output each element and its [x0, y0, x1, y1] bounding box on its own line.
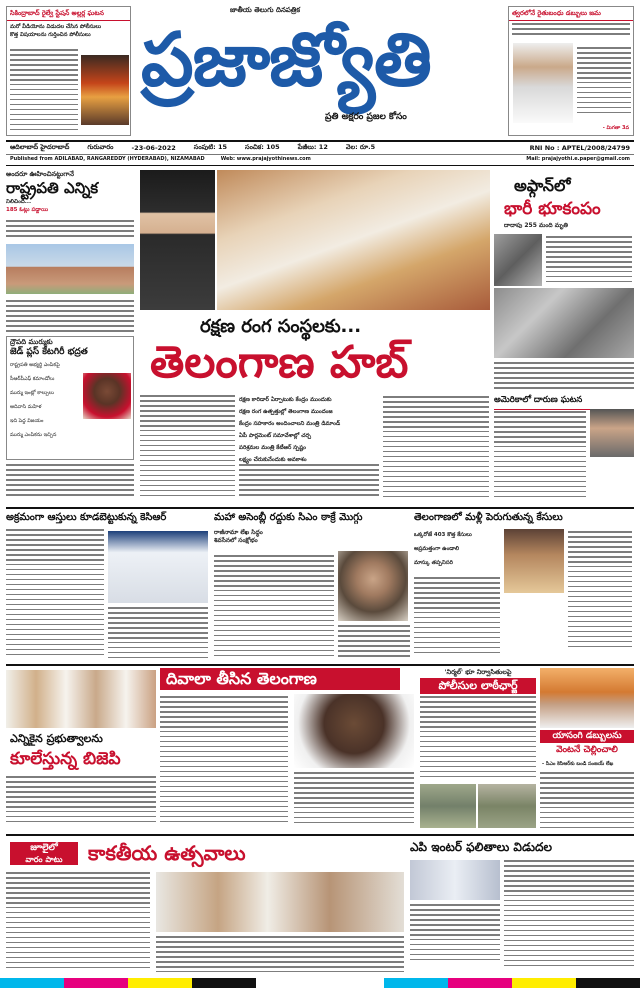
volume: సంపుటి: 15 [193, 142, 228, 151]
minister-photo [513, 43, 573, 123]
america-photo [590, 409, 634, 457]
yasangi-headline-2: వెంటనే చెల్లించాలి [556, 745, 618, 755]
bullet: ముర్ము ఎంపికను ఇచ్చిన [10, 432, 57, 438]
rule [6, 834, 634, 836]
president-kicker: అందరూ ఊహించినట్టుగానే [6, 170, 74, 178]
security-kicker: ద్రౌపది ముర్ముకు [10, 338, 53, 346]
bjp-photo [6, 670, 156, 728]
masthead-logo: ప్రజాజ్యోతి [141, 17, 431, 103]
america-story [494, 395, 634, 507]
inter-story [410, 838, 634, 978]
covid-headline: తెలంగాణలో మళ్లీ పెరుగుతున్న కేసులు [414, 512, 563, 523]
maha-bullet-1: రాజీనామా లేఖ సిద్ధం [214, 529, 263, 536]
kcr-headline: అక్రమంగా ఆస్తులు కూడబెట్టుకున్న కెసిఆర్ [6, 512, 167, 523]
right-top-story [508, 6, 634, 136]
security-title: జెడ్ ప్లస్ కేటగిరీ భద్రత [10, 347, 88, 357]
police-headline: పోలీసుల లాఠీఛార్జ్ [420, 678, 536, 694]
security-box [6, 336, 134, 460]
bullet: సీఆర్‌పీఎఫ్ కమాండోలు [10, 376, 55, 382]
covid-bullet: అప్రమత్తంగా ఉండాలి [414, 546, 459, 552]
bjp-story [6, 668, 156, 832]
police-story [420, 668, 536, 832]
masthead-tagline: జాతీయ తెలుగు దినపత్రిక [230, 6, 300, 14]
ceremony-photo [217, 170, 490, 310]
thackeray-photo [338, 551, 408, 621]
masthead-slogan: ప్రతి అక్షరం ప్రజల కోసం [325, 112, 407, 122]
website[interactable]: Web: www.prajajyothinews.com [220, 156, 311, 162]
president-b2: 185 ఓట్లు పడ్డాయి [6, 207, 49, 213]
bankrupt-headline: దివాలా తీసిన తెలంగాణ [160, 668, 400, 690]
center-bullet: పరిశ్రమల మంత్రి కేటీఆర్ స్పష్టం [239, 445, 307, 451]
issue: సంచిక: 105 [245, 142, 280, 151]
police-photo [420, 784, 476, 828]
covid-story [414, 511, 634, 663]
afghan-bullet: దాదాపు 255 మంది మృతి [504, 222, 568, 229]
covid-bullet: ఒక్కరోజే 403 కొత్త కేసులు [414, 532, 472, 538]
right-top-headline: త్వరలోనే రైతుబంధు డబ్బులు జమ [509, 7, 633, 21]
left-top-bullet-1: మరో వీడియోను విడుదల చేసిన పోలీసులు [10, 24, 102, 30]
bjp-headline: కూలేస్తున్న బిజెపి [10, 749, 121, 769]
police-photo [478, 784, 536, 828]
center-bullet: రక్షణ కారిడార్ ఏర్పాటుకు కేంద్రం ముందుకు [239, 397, 332, 403]
kakatiya-headline: కాకతీయ ఉత్సవాలు [88, 841, 246, 865]
registration-strip [0, 978, 640, 988]
president-story [6, 170, 136, 505]
kcr-assets-story [6, 511, 210, 663]
center-bullet: రక్షణ రంగ ఉత్పత్తుల్లో తెలంగాణ ముందంజ [239, 409, 333, 415]
yasangi-sub: - సిఎం కెసిఆర్‌కు బండి సంజయ్ లేఖ [542, 761, 614, 767]
center-bullet: కేంద్రం సహకారం అందించాలని మంత్రి డిమాండ్ [239, 421, 341, 427]
kakatiya-kicker-2: వారం పాటు [25, 855, 63, 864]
email[interactable]: Mail: prajajyothi.e.paper@gmail.com [526, 156, 630, 162]
pages: పేజీలు: 12 [297, 142, 328, 151]
day: గురువారం [87, 142, 114, 151]
left-top-headline: సికింద్రాబాద్ రైల్వే స్టేషన్ అల్లర్ల ఘటన [7, 7, 130, 21]
covid-bullet: మాస్కు తప్పనిసరి [414, 560, 453, 566]
america-title: అమెరికాలో దారుణ ఘటన [494, 395, 634, 410]
revanth-photo [294, 694, 414, 768]
rule [6, 507, 634, 509]
rni: RNI No : APTEL/2008/24799 [529, 143, 630, 152]
left-top-story [6, 6, 131, 136]
fire-photo [81, 55, 129, 125]
bjp-kicker: ఎన్నికైన ప్రభుత్వాలను [10, 732, 103, 745]
police-kicker: 'నిర్మల్' భూ నిర్వాసితులపై [444, 668, 512, 676]
sanjay-photo [540, 668, 634, 728]
parliament-photo [6, 244, 134, 294]
document-photo [108, 531, 208, 603]
center-bullet: లక్ష్యం చేరుకునేందుకు అవకాశం [239, 457, 307, 463]
kakatiya-kicker: జూలైలో [30, 843, 58, 853]
date: -23-06-2022 [131, 143, 176, 152]
center-story [140, 170, 490, 505]
bullet: రాష్ట్రపతి అభ్యర్థి ఎంపికపై [10, 362, 60, 368]
quake-photo-1 [494, 234, 542, 286]
bullet: ఆదివాసి మహిళ [10, 404, 42, 410]
yasangi-story [540, 668, 634, 832]
kakatiya-story [6, 838, 406, 978]
kakatiya-photo [156, 872, 404, 932]
published-from: Published from ADILABAD, RANGAREDDY (HYDERABAD), NIZAMABAD [10, 156, 205, 162]
covid-photo [504, 529, 564, 593]
yasangi-headline: యాసంగి డబ్బులను [540, 730, 634, 743]
price: వెల: రూ.5 [345, 142, 376, 151]
left-top-bullet-2: కొత్త విషయాలను గుర్తించిన పోలీసులు [10, 32, 91, 38]
quake-photo-2 [494, 288, 634, 358]
afghan-headline: భారీ భూకంపం [504, 199, 601, 219]
ktr-photo [140, 170, 215, 310]
bullet: ఇది పెద్ద విజయం [10, 418, 44, 424]
murmu-photo [83, 373, 131, 419]
center-bullet: ఏపీ పార్లమెంట్ సమావేశాల్లో చర్చ [239, 433, 311, 439]
president-title: రాష్ట్రపతి ఎన్నిక [6, 179, 99, 197]
afghan-story [494, 170, 634, 392]
maha-bullet-2: శివసేనలో సంక్షోభం [214, 537, 258, 544]
maha-story [214, 511, 410, 663]
center-kicker: రక్షణ రంగ సంస్థలకు... [200, 316, 362, 337]
center-headline: తెలంగాణ హబ్ [150, 337, 409, 388]
inter-photo [410, 860, 500, 900]
more-link[interactable]: - మిగతా 3వ [602, 125, 629, 131]
bankrupt-story [160, 668, 416, 832]
masthead [135, 4, 505, 132]
edition: ఆదిలాబాద్ హైదరాబాద్ [10, 142, 70, 151]
inter-headline: ఎపి ఇంటర్ ఫలితాలు విడుదల [410, 840, 552, 854]
meta-bar [6, 140, 634, 166]
maha-headline: మహా అసెంబ్లీ రద్దుకు సిఎం ఠాక్రే మొగ్గు [214, 512, 363, 523]
afghan-title: అఫ్గాన్‌లో [514, 176, 571, 195]
rule [6, 664, 634, 666]
president-b1: నిలిచింది... [6, 199, 32, 205]
bullet: ముర్ము ఇంట్లో కాల్పులు [10, 390, 54, 396]
